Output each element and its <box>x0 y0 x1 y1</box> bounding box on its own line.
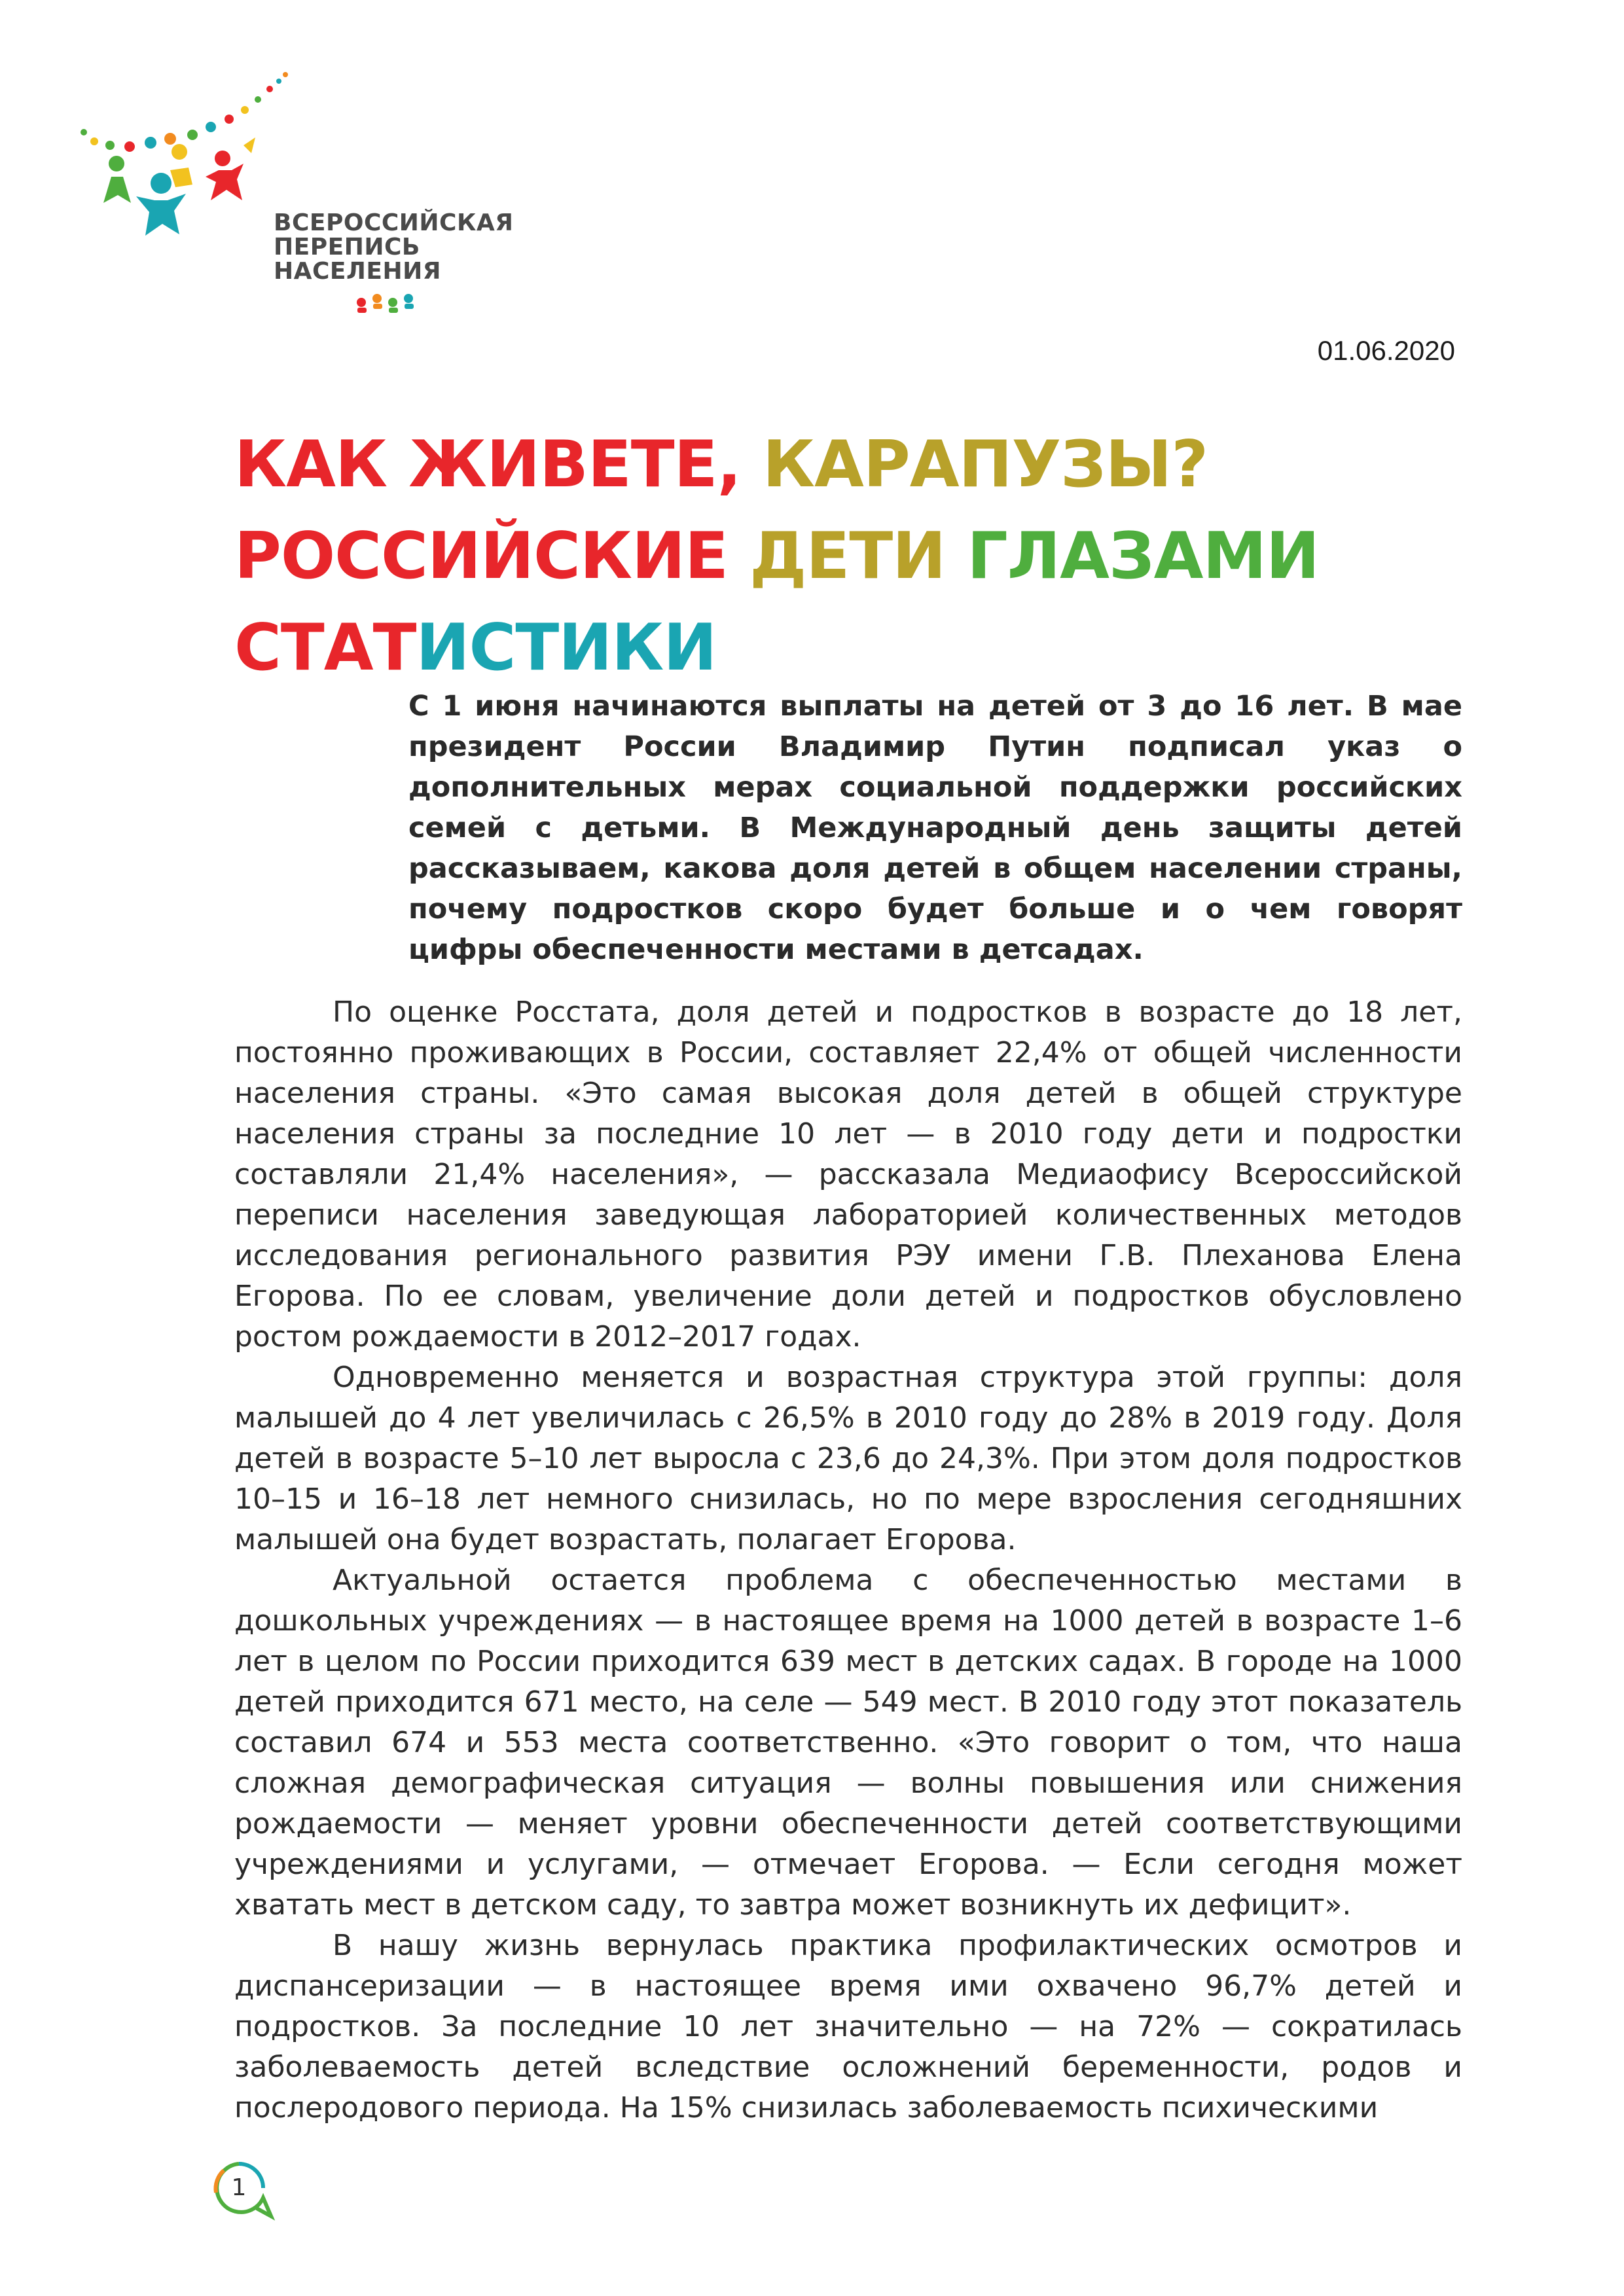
body-paragraph: Одновременно меняется и возрастная структура этой группы: доля малышей до 4 лет увеличилась с 26,5% в 2010 году до 28% в 2019 году. Доля детей в возрасте 5–10 лет выросла с 23,6 до 24,3%. При этом доля подростков 10–15 и 16–18 лет немного снизилась, но по мере взросления сегодняшних малышей она будет возрастать, полагает Егорова. <box>234 1361 1462 1556</box>
lead-paragraph: С 1 июня начинаются выплаты на детей от 3 до 16 лет. В мае президент России Владимир Путин подписал указ о дополнительных мерах социальной поддержки российских семей с детьми. В Международный день защиты детей рассказываем, какова доля детей в общем населении страны, почему подростков скоро будет больше и о чем говорят цифры обеспеченности местами в детсадах. <box>408 690 1462 966</box>
body-paragraph: По оценке Росстата, доля детей и подростков в возрасте до 18 лет, постоянно проживающих в России, составляет 22,4% от общей численности населения страны. «Это самая высокая доля детей в общей структуре населения страны за последние 10 лет — в 2010 году дети и подростки составляли 21,4% населения», — рассказала Медиаофису Всероссийской переписи населения заведующая лабораторией количественных методов исследования регионального развития РЭУ имени Г.В. Плеханова Елена Егорова. По ее словам, увеличение доли детей и подростков обусловлено ростом рождаемости в 2012–2017 годах. <box>234 996 1462 1354</box>
title-line-3 <box>234 602 1511 694</box>
page-number-badge <box>211 2160 276 2225</box>
title-part: РОССИЙСКИЕ <box>234 519 750 594</box>
title-line-1 <box>234 419 1511 511</box>
title-part: ДЕТИ <box>749 519 967 594</box>
logo-line-1: ВСЕРОССИЙСКАЯ <box>274 209 514 236</box>
body-paragraph: В нашу жизнь вернулась практика профилактических осмотров и диспансеризации — в настоящее время ими охвачено 96,7% детей и подростков. За последние 10 лет значительно — на 72% — сократилась заболеваемость детей вследствие осложнений беременности, родов и послеродового периода. На 15% снизилась заболеваемость психическими <box>234 1929 1462 2125</box>
body-paragraph: Актуальной остается проблема с обеспеченностью местами в дошкольных учреждениях — в настоящее время на 1000 детей в возрасте 1–6 лет в целом по России приходится 639 мест в детских садах. В городе на 1000 детей приходится 671 место, на селе — 549 мест. В 2010 году этот показатель составил 674 и 553 места соответственно. «Это говорит о том, что наша сложная демографическая ситуация — волны повышения или снижения рождаемости — меняет уровни обеспеченности детей соответствующими учреждениями и услугами, — отмечает Егорова. — Если сегодня может хватать мест в детском саду, то завтра может возникнуть их дефицит». <box>234 1564 1462 1922</box>
census-logo <box>77 72 514 321</box>
title-part: СТАТ <box>234 611 416 685</box>
title-line-2 <box>234 511 1511 602</box>
census-logo-text <box>274 211 522 283</box>
document-title <box>234 419 1511 694</box>
logo-line-2: ПЕРЕПИСЬ <box>274 234 420 260</box>
title-part: КАРАПУЗЫ? <box>762 427 1208 502</box>
title-part: ИСТИКИ <box>416 611 717 685</box>
title-part: КАК ЖИВЕТЕ, <box>234 427 763 502</box>
article-body <box>234 992 1462 2128</box>
logo-line-3: НАСЕЛЕНИЯ <box>274 258 441 285</box>
document-date: 01.06.2020 <box>1317 335 1455 366</box>
page-number: 1 <box>231 2174 247 2201</box>
title-part: ГЛАЗАМИ <box>967 519 1320 594</box>
